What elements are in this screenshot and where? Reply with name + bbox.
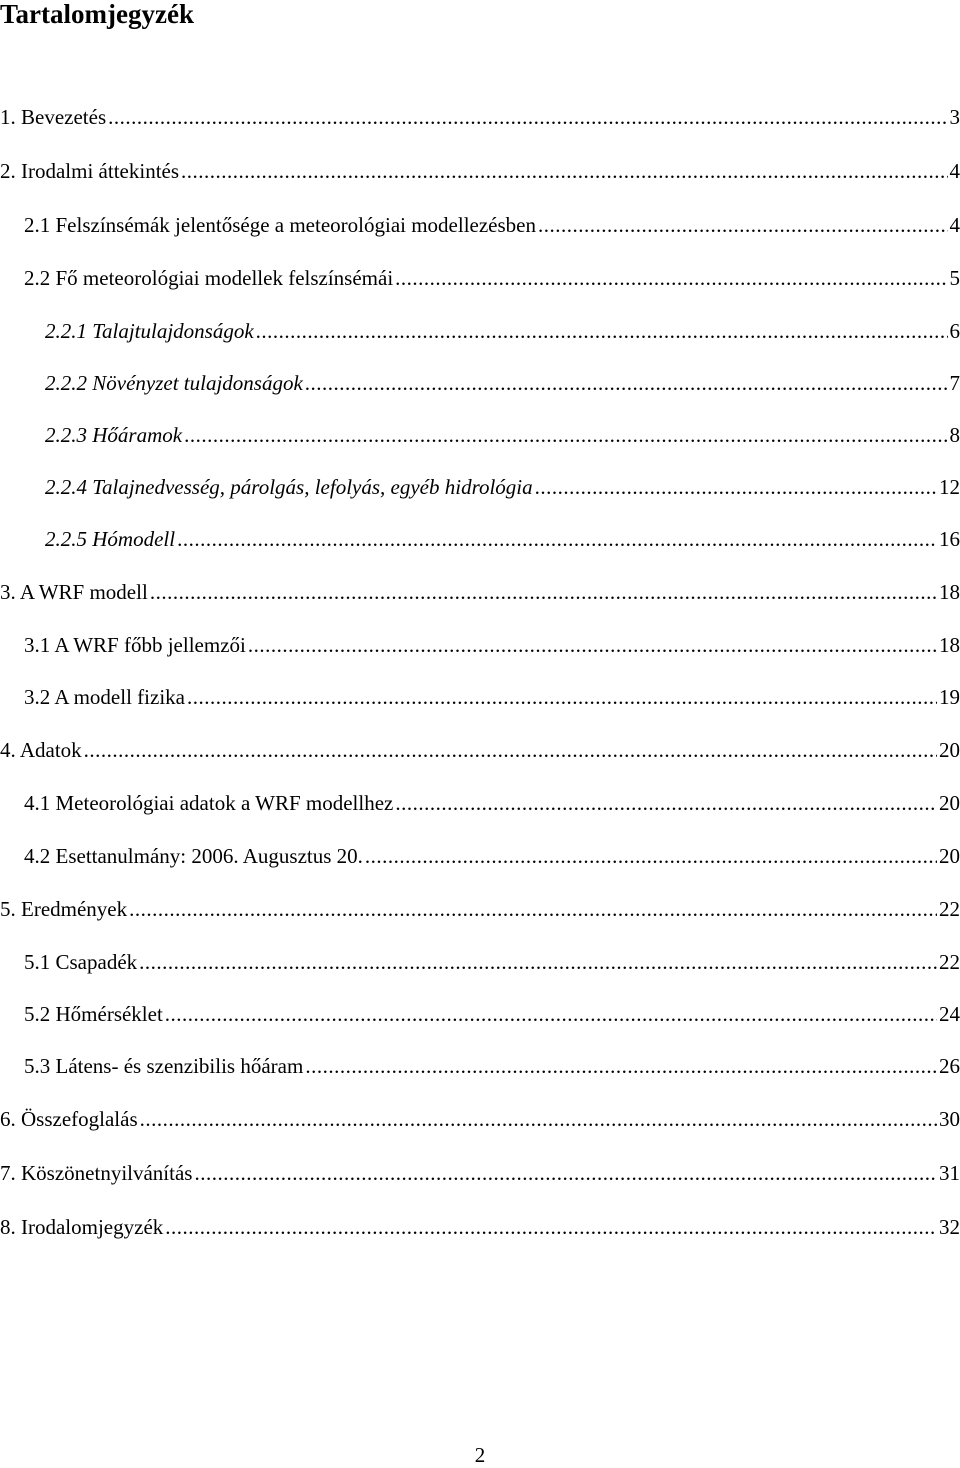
dot-leader — [84, 737, 937, 763]
toc-entry-label: 8. Irodalomjegyzék — [0, 1215, 164, 1239]
dot-leader — [129, 896, 937, 922]
toc-entry[interactable] — [45, 474, 960, 500]
toc-entry-label: 3.2 A modell fizika — [24, 685, 185, 709]
toc-entry-page: 20 — [939, 791, 960, 815]
dot-leader — [140, 1106, 937, 1132]
toc-entry-page: 20 — [939, 844, 960, 868]
toc-entry[interactable] — [24, 1001, 960, 1027]
toc-entry[interactable] — [0, 1214, 960, 1240]
toc-entry[interactable] — [0, 737, 960, 763]
toc-entry-page: 22 — [939, 897, 960, 921]
toc-entry-page: 18 — [939, 580, 960, 604]
toc-entry[interactable] — [24, 790, 960, 816]
toc-entry-label: 2.2.3 Hőáramok — [45, 423, 183, 447]
dot-leader — [538, 212, 948, 238]
dot-leader — [365, 843, 937, 869]
dot-leader — [194, 1160, 937, 1186]
toc-entry-label: 3. A WRF modell — [0, 580, 148, 604]
toc-entry-page: 31 — [939, 1161, 960, 1185]
toc-entry-label: 2.2 Fő meteorológiai modellek felszínsémái — [24, 266, 394, 290]
toc-entry-page: 32 — [939, 1215, 960, 1239]
toc-entry-page: 12 — [939, 475, 960, 499]
toc-entry-page: 20 — [939, 738, 960, 762]
toc-entry[interactable] — [24, 949, 960, 975]
dot-leader — [395, 790, 937, 816]
toc-entry-page: 18 — [939, 633, 960, 657]
toc-entry-label: 3.1 A WRF főbb jellemzői — [24, 633, 246, 657]
toc-entry[interactable] — [24, 843, 960, 869]
toc-entry-label: 2.2.5 Hómodell — [45, 527, 176, 551]
toc-entry-label: 5.2 Hőmérséklet — [24, 1002, 163, 1026]
toc-entry-page: 19 — [939, 685, 960, 709]
toc-entry-page: 16 — [939, 527, 960, 551]
toc-entry[interactable] — [45, 370, 960, 396]
toc-entry-page: 7 — [949, 371, 960, 395]
toc-entry[interactable] — [45, 318, 960, 344]
toc-entry[interactable] — [0, 1160, 960, 1186]
toc-entry-label: 2.1 Felszínsémák jelentősége a meteorológiai modellezésben — [24, 213, 536, 237]
page-number: 2 — [474, 1443, 486, 1467]
toc-entry-page: 22 — [939, 950, 960, 974]
dot-leader — [187, 684, 937, 710]
toc-entry-label: 2. Irodalmi áttekintés — [0, 159, 180, 183]
toc-entry-page: 24 — [939, 1002, 960, 1026]
dot-leader — [181, 158, 947, 184]
toc-entry[interactable] — [24, 684, 960, 710]
toc-entry-label: 5. Eredmények — [0, 897, 128, 921]
toc-entry-label: 6. Összefoglalás — [0, 1107, 138, 1131]
toc-entry-page: 26 — [939, 1054, 960, 1078]
toc-entry-label: 2.2.1 Talajtulajdonságok — [45, 319, 254, 343]
toc-entry-label: 4.2 Esettanulmány: 2006. Augusztus 20. — [24, 844, 363, 868]
toc-entry-page: 5 — [949, 266, 960, 290]
toc-entry[interactable] — [0, 579, 960, 605]
toc-entry[interactable] — [45, 422, 960, 448]
toc-entry[interactable] — [24, 1053, 960, 1079]
toc-entry-label: 1. Bevezetés — [0, 105, 107, 129]
toc-entry[interactable] — [24, 265, 960, 291]
dot-leader — [184, 422, 947, 448]
toc-entry-label: 7. Köszönetnyilvánítás — [0, 1161, 193, 1185]
toc-entry[interactable] — [0, 158, 960, 184]
dot-leader — [150, 579, 937, 605]
toc-entry[interactable] — [24, 212, 960, 238]
toc-entry[interactable] — [24, 632, 960, 658]
toc-entry-label: 2.2.4 Talajnedvesség, párolgás, lefolyás, egyéb hidrológia — [45, 475, 533, 499]
toc-entry-page: 8 — [949, 423, 960, 447]
toc-entry[interactable] — [45, 526, 960, 552]
dot-leader — [165, 1001, 937, 1027]
dot-leader — [108, 104, 947, 130]
toc-entry-page: 30 — [939, 1107, 960, 1131]
toc-entry-page: 6 — [949, 319, 960, 343]
toc-entry[interactable] — [0, 104, 960, 130]
toc-entry[interactable] — [0, 1106, 960, 1132]
dot-leader — [139, 949, 937, 975]
dot-leader — [256, 318, 948, 344]
toc-entry-page: 3 — [949, 105, 960, 129]
dot-leader — [305, 1053, 937, 1079]
toc-entry-page: 4 — [949, 213, 960, 237]
toc-entry-label: 5.1 Csapadék — [24, 950, 138, 974]
page-title: Tartalomjegyzék — [0, 0, 194, 29]
dot-leader — [395, 265, 947, 291]
dot-leader — [177, 526, 937, 552]
toc-entry-page: 4 — [949, 159, 960, 183]
dot-leader — [305, 370, 948, 396]
dot-leader — [248, 632, 937, 658]
dot-leader — [535, 474, 937, 500]
toc-entry-label: 4. Adatok — [0, 738, 82, 762]
toc-entry-label: 4.1 Meteorológiai adatok a WRF modellhez — [24, 791, 394, 815]
toc-entry-label: 5.3 Látens- és szenzibilis hőáram — [24, 1054, 304, 1078]
toc-entry[interactable] — [0, 896, 960, 922]
dot-leader — [165, 1214, 937, 1240]
toc-entry-label: 2.2.2 Növényzet tulajdonságok — [45, 371, 303, 395]
